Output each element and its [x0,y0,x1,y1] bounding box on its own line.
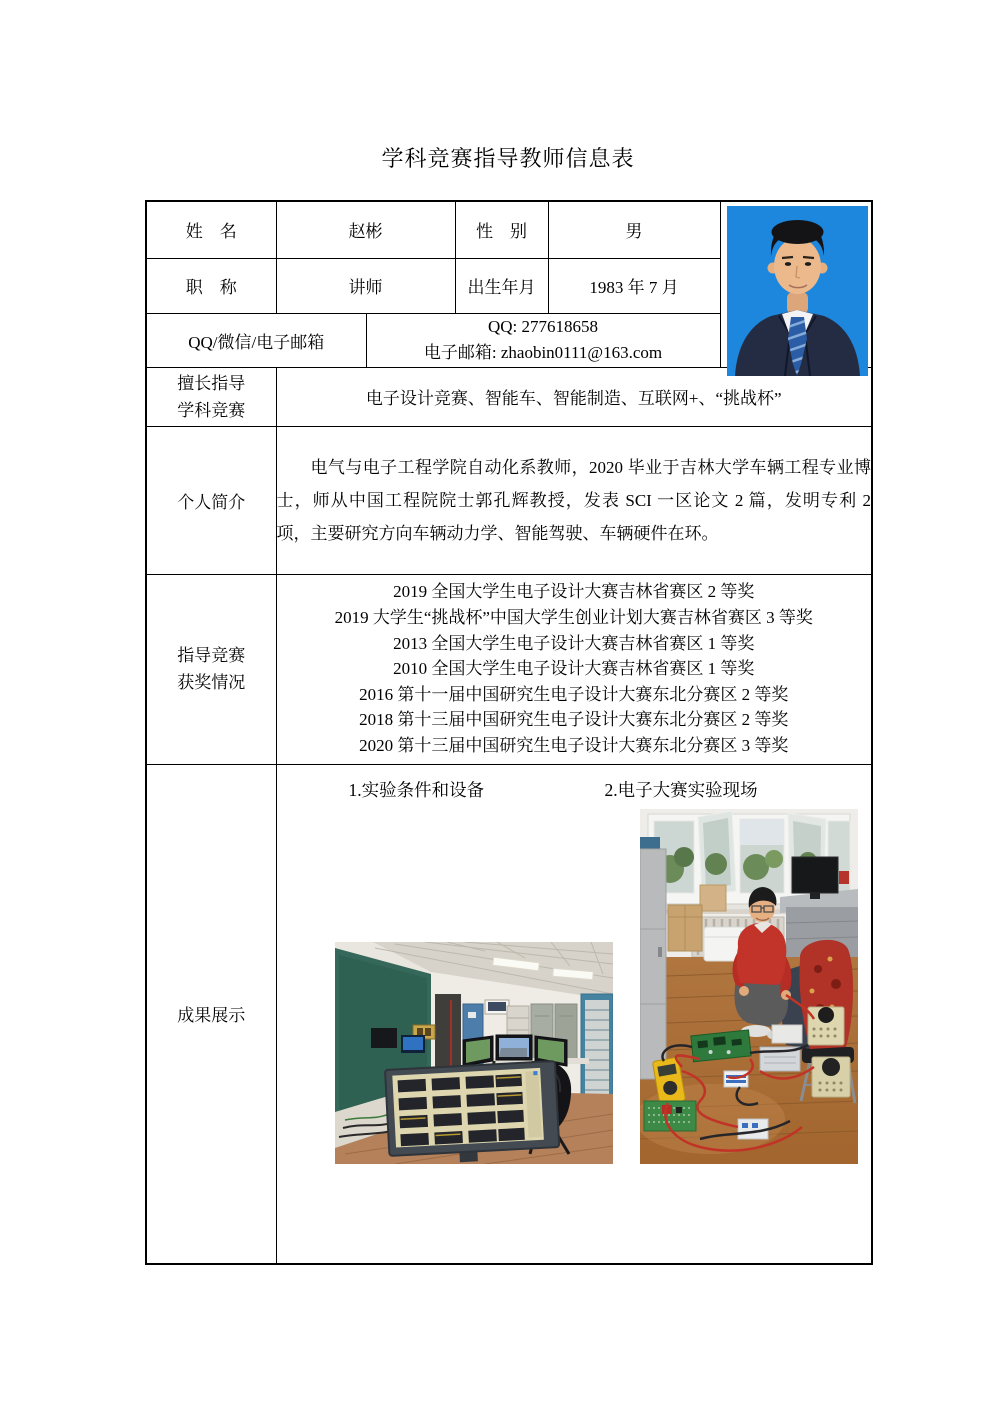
specialty-value: 电子设计竞赛、智能车、智能制造、互联网+、“挑战杯” [276,367,872,426]
portrait-photo [727,206,868,376]
specialty-label: 擅长指导 学科竞赛 [146,367,276,426]
gender-value: 男 [548,201,720,258]
showcase-cell [276,764,872,1264]
award-item: 2010 全国大学生电子设计大赛吉林省赛区 1 等奖 [393,659,755,679]
table-row [146,426,872,574]
bio-text: 电气与电子工程学院自动化系教师，2020 毕业于吉林大学车辆工程专业博士，师从中国工程院院士郭孔辉教授，发表 SCI 一区论文 2 篇，发明专利 2 项，主要研究方向车辆动力学、智能驾驶、车辆硬件在环。 [276,457,871,543]
award-item: 2016 第十一届中国研究生电子设计大赛东北分赛区 2 等奖 [359,684,789,704]
bio-cell [276,426,872,574]
portrait-cell [720,201,872,367]
job-title-value: 讲师 [276,258,455,313]
birth-date-value: 1983 年 7 月 [548,258,720,313]
award-item: 2020 第十三届中国研究生电子设计大赛东北分赛区 3 等奖 [359,735,789,755]
award-item: 2018 第十三届中国研究生电子设计大赛东北分赛区 2 等奖 [359,710,789,730]
bio-label: 个人简介 [146,426,276,574]
awards-cell [276,574,872,764]
award-item: 2013 全国大学生电子设计大赛吉林省赛区 1 等奖 [393,633,755,653]
awards-label: 指导竞赛 获奖情况 [146,574,276,764]
name-value: 赵彬 [276,201,455,258]
qq-number: QQ: 277618658 [487,317,599,336]
lab-room-photo [335,942,613,1164]
birth-date-label: 出生年月 [455,258,548,313]
photo-caption-experiment: 2.电子大赛实验现场 [604,779,758,800]
teacher-info-table [145,200,873,1265]
name-label: 姓 名 [146,201,276,258]
showcase-label: 成果展示 [146,764,276,1264]
gender-label: 性 别 [455,201,548,258]
award-item: 2019 大学生“挑战杯”中国大学生创业计划大赛吉林省赛区 3 等奖 [334,608,813,628]
table-row [146,201,872,258]
table-row [146,764,872,1264]
contact-label: QQ/微信/电子邮箱 [146,313,366,367]
email-address: 电子邮箱: zhaobin0111@163.com [423,343,663,362]
contact-value [366,313,720,367]
experiment-scene-photo [640,809,858,1164]
photo-caption-lab: 1.实验条件和设备 [348,779,485,800]
job-title-label: 职 称 [146,258,276,313]
page-title: 学科竞赛指导教师信息表 [381,146,635,171]
table-row [146,574,872,764]
award-item: 2019 全国大学生电子设计大赛吉林省赛区 2 等奖 [393,582,755,602]
